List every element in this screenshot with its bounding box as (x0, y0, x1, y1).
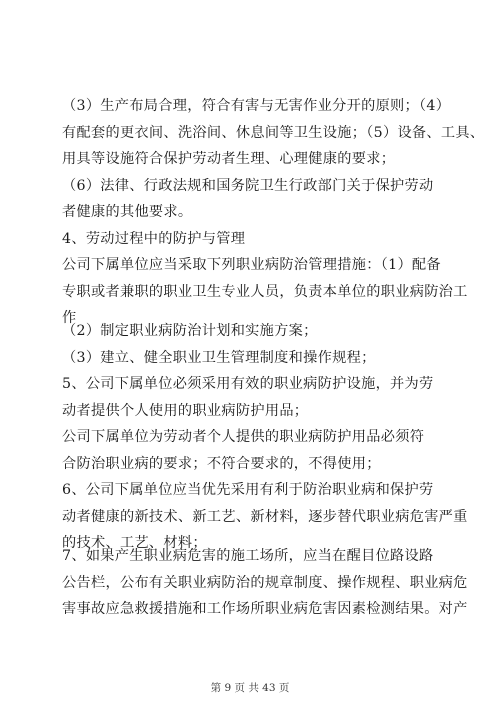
text-line: （2）制定职业病防治计划和实施方案； (62, 323, 318, 339)
text-line: 有配套的更衣间、洗浴间、休息间等卫生设施；（5）设备、工具、 (62, 124, 485, 141)
text-line: 用具等设施符合保护劳动者生理、心理健康的要求； (62, 151, 396, 167)
paragraph-other-requirements (62, 173, 444, 226)
page-number-footer: 第 9 页 共 43 页 (210, 682, 290, 694)
text-line: 6、公司下属单位应当优先采用有利于防治职业病和保护劳 (62, 482, 434, 498)
text-line: 动者健康的新技术、新工艺、新材料，逐步替代职业病危害严重 (62, 508, 468, 525)
text-line: （3）建立、健全职业卫生管理制度和操作规程； (62, 349, 376, 366)
paragraph-production-layout (62, 93, 485, 173)
text-line: 5、公司下属单位必须采用有效的职业病防护设施，并为劳 (62, 376, 434, 392)
paragraph-protective-facilities (62, 371, 444, 424)
text-line: 公告栏，公布有关职业病防治的规章制度、操作规程、职业病危 (62, 574, 468, 591)
text-line: 作 (62, 310, 77, 326)
text-line: 动者提供个人使用的职业病防护用品； (62, 402, 309, 419)
text-line: 害事故应急救援措施和工作场所职业病危害因素检测结果。对产 (62, 601, 468, 617)
text-line: 4、劳动过程中的防护与管理 (62, 230, 246, 247)
paragraph-protective-equipment (62, 424, 444, 477)
text-line: （6）法律、行政法规和国务院卫生行政部门关于保护劳动 (62, 177, 434, 194)
text-line: 者健康的其他要求。 (62, 204, 193, 220)
text-line: 公司下属单位为劳动者个人提供的职业病防护用品必须符 (62, 429, 425, 445)
text-line: 的技术、工艺、材料； (62, 535, 207, 551)
text-line: 合防治职业病的要求；不符合要求的，不得使用； (62, 455, 381, 472)
text-line: 7、如果产生职业病危害的施工场所，应当在醒目位路设路 (62, 548, 434, 564)
section-heading-labor-process (62, 226, 444, 253)
text-line: （3）生产布局合理，符合有害与无害作业分开的原则；（4） (62, 98, 451, 114)
text-line: 公司下属单位应当采取下列职业病防治管理措施：（1）配备 (62, 257, 441, 273)
paragraph-prevention-plan (62, 318, 444, 345)
text-line: 专职或者兼职的职业卫生专业人员，负责本单位的职业病防治工 (62, 283, 468, 300)
paragraph-management-system (62, 345, 444, 372)
paragraph-bulletin-board (62, 543, 468, 623)
